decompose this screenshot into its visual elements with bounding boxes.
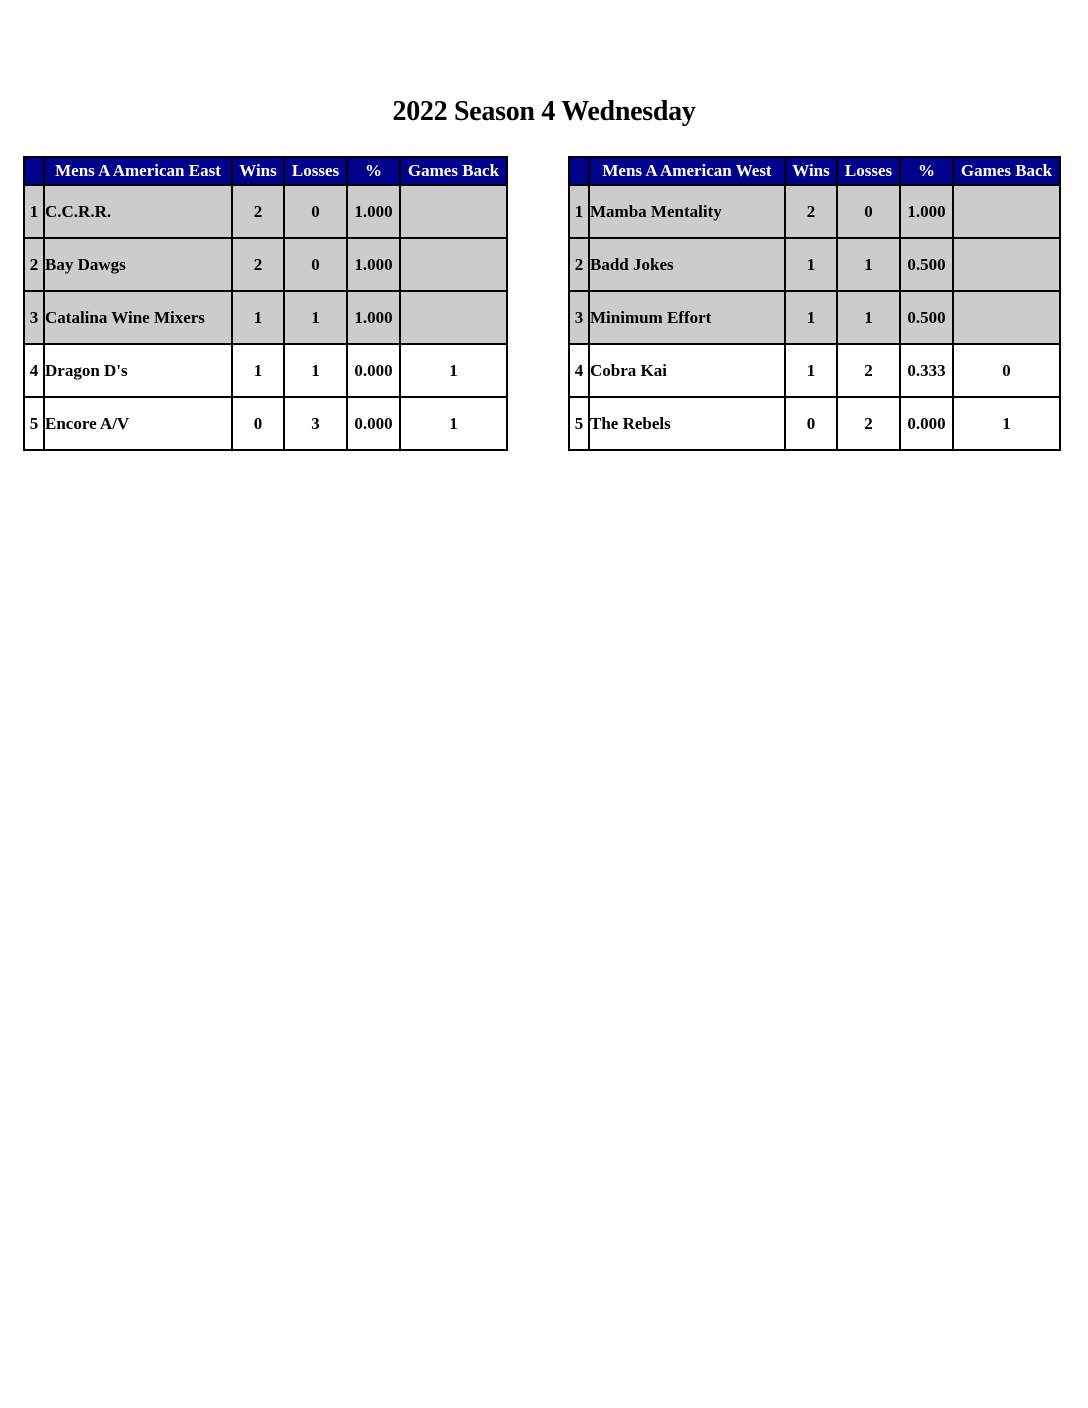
rank-header — [569, 157, 589, 185]
team-cell: Badd Jokes — [589, 238, 785, 291]
rank-cell: 2 — [569, 238, 589, 291]
wins-cell: 2 — [232, 238, 284, 291]
losses-cell: 0 — [837, 185, 900, 238]
table-row — [24, 344, 507, 397]
division-header: Mens A American East — [44, 157, 232, 185]
standings-table-west — [568, 156, 1061, 451]
table-row — [569, 397, 1060, 450]
games-back-cell: 0 — [953, 344, 1060, 397]
rank-cell: 5 — [569, 397, 589, 450]
pct-cell: 0.500 — [900, 291, 953, 344]
table-row — [24, 238, 507, 291]
games-back-cell — [953, 291, 1060, 344]
games-back-cell — [400, 238, 507, 291]
table-row — [24, 185, 507, 238]
pct-cell: 0.000 — [347, 397, 400, 450]
wins-cell: 1 — [232, 291, 284, 344]
pct-cell: 0.500 — [900, 238, 953, 291]
rank-cell: 5 — [24, 397, 44, 450]
rank-cell: 3 — [569, 291, 589, 344]
pct-header: % — [900, 157, 953, 185]
losses-cell: 1 — [284, 344, 347, 397]
pct-cell: 1.000 — [900, 185, 953, 238]
pct-cell: 1.000 — [347, 291, 400, 344]
header-row — [24, 157, 507, 185]
team-cell: Bay Dawgs — [44, 238, 232, 291]
wins-cell: 1 — [785, 291, 837, 344]
games-back-cell — [953, 238, 1060, 291]
header-row — [569, 157, 1060, 185]
rank-cell: 1 — [569, 185, 589, 238]
wins-cell: 0 — [232, 397, 284, 450]
games-back-cell — [400, 291, 507, 344]
rank-cell: 1 — [24, 185, 44, 238]
division-header: Mens A American West — [589, 157, 785, 185]
losses-cell: 3 — [284, 397, 347, 450]
losses-cell: 0 — [284, 238, 347, 291]
pct-header: % — [347, 157, 400, 185]
table-row — [569, 291, 1060, 344]
rank-cell: 4 — [569, 344, 589, 397]
rank-cell: 2 — [24, 238, 44, 291]
losses-cell: 1 — [284, 291, 347, 344]
games-back-cell: 1 — [400, 344, 507, 397]
games-back-cell: 1 — [400, 397, 507, 450]
rank-cell: 3 — [24, 291, 44, 344]
pct-cell: 0.000 — [900, 397, 953, 450]
page-title: 2022 Season 4 Wednesday — [392, 96, 696, 127]
games-back-header: Games Back — [400, 157, 507, 185]
games-back-cell: 1 — [953, 397, 1060, 450]
losses-cell: 1 — [837, 238, 900, 291]
losses-header: Losses — [837, 157, 900, 185]
games-back-cell — [400, 185, 507, 238]
games-back-cell — [953, 185, 1060, 238]
table-row — [24, 397, 507, 450]
rank-header — [24, 157, 44, 185]
team-cell: Dragon D's — [44, 344, 232, 397]
team-cell: The Rebels — [589, 397, 785, 450]
table-row — [24, 291, 507, 344]
games-back-header: Games Back — [953, 157, 1060, 185]
losses-cell: 1 — [837, 291, 900, 344]
team-cell: Minimum Effort — [589, 291, 785, 344]
wins-cell: 1 — [785, 344, 837, 397]
wins-cell: 1 — [232, 344, 284, 397]
wins-cell: 2 — [785, 185, 837, 238]
losses-header: Losses — [284, 157, 347, 185]
wins-header: Wins — [785, 157, 837, 185]
losses-cell: 0 — [284, 185, 347, 238]
losses-cell: 2 — [837, 344, 900, 397]
team-cell: Mamba Mentality — [589, 185, 785, 238]
pct-cell: 0.333 — [900, 344, 953, 397]
wins-header: Wins — [232, 157, 284, 185]
wins-cell: 2 — [232, 185, 284, 238]
rank-cell: 4 — [24, 344, 44, 397]
losses-cell: 2 — [837, 397, 900, 450]
team-cell: C.C.R.R. — [44, 185, 232, 238]
pct-cell: 1.000 — [347, 238, 400, 291]
table-row — [569, 238, 1060, 291]
standings-table-east — [23, 156, 508, 451]
wins-cell: 0 — [785, 397, 837, 450]
team-cell: Catalina Wine Mixers — [44, 291, 232, 344]
team-cell: Encore A/V — [44, 397, 232, 450]
wins-cell: 1 — [785, 238, 837, 291]
table-row — [569, 185, 1060, 238]
team-cell: Cobra Kai — [589, 344, 785, 397]
pct-cell: 0.000 — [347, 344, 400, 397]
pct-cell: 1.000 — [347, 185, 400, 238]
table-row — [569, 344, 1060, 397]
